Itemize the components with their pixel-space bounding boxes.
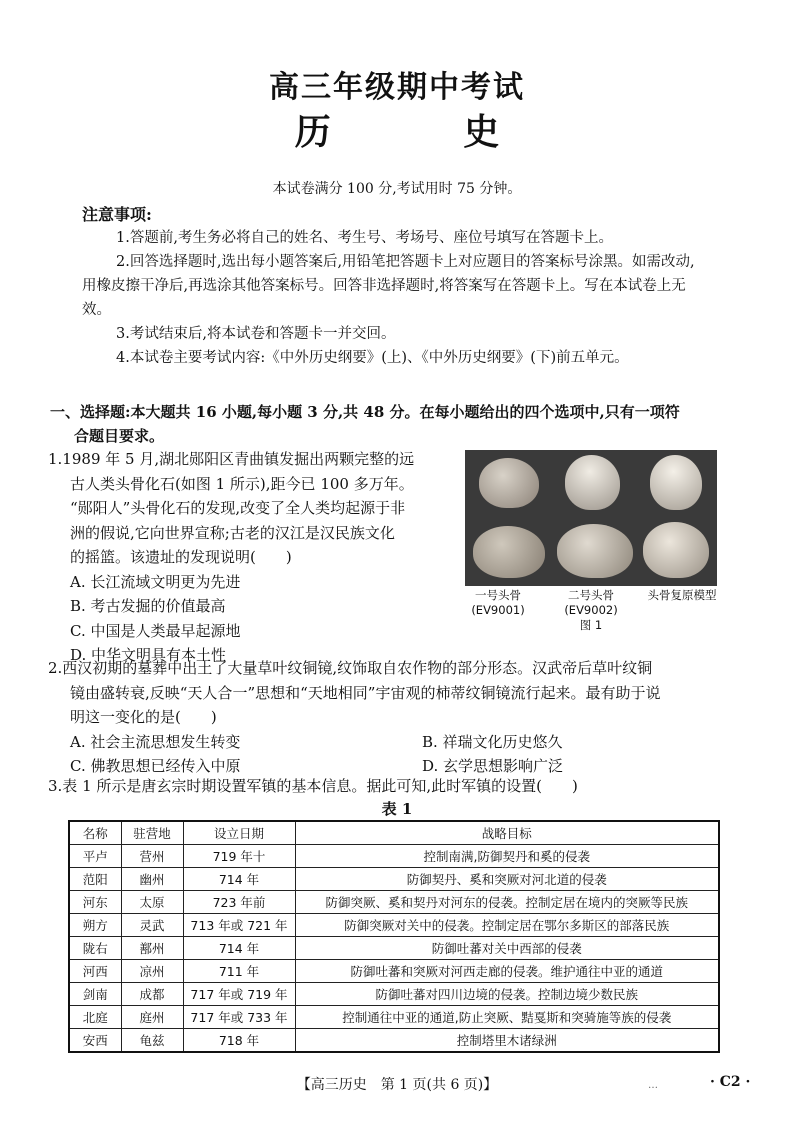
q2-option-a: A. 社会主流思想发生转变: [70, 732, 241, 751]
table-row: [69, 1006, 719, 1029]
notice-heading: 注意事项:: [82, 205, 152, 224]
q1-option-d: D. 中华文明具有本土性: [70, 646, 227, 664]
table-cell: 711 年: [183, 960, 295, 983]
table-cell: 安西: [69, 1029, 121, 1053]
skull-2-side: [557, 524, 633, 578]
q1-stem-line: “郧阳人”头骨化石的发现,改变了全人类均起源于非: [70, 499, 406, 517]
table-cell: 庭州: [121, 1006, 183, 1029]
section-heading: [50, 400, 750, 448]
table-cell: 河东: [69, 891, 121, 914]
section-heading-line: 合题目要求。: [74, 427, 165, 445]
header-cell: 驻营地: [121, 821, 183, 845]
q1-option-b: B. 考古发掘的价值最高: [70, 597, 226, 615]
table-cell: 北庭: [69, 1006, 121, 1029]
question-1: [48, 447, 463, 668]
table-cell: 防御契丹、奚和突厥对河北道的侵袭: [295, 868, 719, 891]
table-cell: 平卢: [69, 845, 121, 868]
table-cell: 成都: [121, 983, 183, 1006]
notice-item: 3.考试结束后,将本试卷和答题卡一并交回。: [116, 326, 396, 342]
table-title: 表 1: [381, 800, 413, 818]
notice-list: [82, 226, 702, 370]
q2-options: [48, 730, 748, 779]
q2-option-b: B. 祥瑞文化历史悠久: [422, 732, 563, 751]
table-cell: 714 年: [183, 937, 295, 960]
notice-item: 1.答题前,考生务必将自己的姓名、考生号、考场号、座位号填写在答题卡上。: [116, 230, 613, 246]
page-footer: 【高三历史 第 1 页(共 6 页)】: [296, 1077, 498, 1093]
caption-line: (EV9001): [471, 603, 525, 617]
skull-1-top: [479, 458, 539, 508]
caption-line: 头骨复原模型: [647, 588, 717, 602]
q1-stem-line: 1.1989 年 5 月,湖北郧阳区青曲镇发掘出两颗完整的远: [48, 450, 415, 468]
q1-option-c: C. 中国是人类最早起源地: [70, 621, 241, 640]
table-cell: 防御吐蕃和突厥对河西走廊的侵袭。维护通往中亚的通道: [295, 960, 719, 983]
table-cell: 防御吐蕃对关中西部的侵袭: [295, 937, 719, 960]
q2-stem-line: 镜由盛转衰,反映“天人合一”思想和“天地相同”宇宙观的柿蒂纹铜镜流行起来。最有助于说: [70, 683, 661, 702]
figure-label: 图 1: [579, 618, 603, 632]
q2-option-c: C. 佛教思想已经传入中原: [70, 757, 241, 775]
q1-stem-line: 洲的假说,它向世界宣称;古老的汉江是汉民族文化: [70, 523, 395, 542]
skull-2-top: [565, 455, 620, 510]
exam-title: 高三年级期中考试: [269, 70, 525, 105]
question-2: [48, 656, 748, 779]
table-cell: 范阳: [69, 868, 121, 891]
table-cell: 723 年前: [183, 891, 295, 914]
table-row: [69, 914, 719, 937]
table-cell: 719 年十: [183, 845, 295, 868]
version-badge: · C2 ·: [710, 1074, 751, 1090]
table-cell: 控制通往中亚的通道,防止突厥、黠戛斯和突骑施等族的侵袭: [295, 1006, 719, 1029]
table-cell: 营州: [121, 845, 183, 868]
table-cell: 718 年: [183, 1029, 295, 1053]
table-row: [69, 1029, 719, 1053]
table-cell: 717 年或 719 年: [183, 983, 295, 1006]
table-cell: 控制南满,防御契丹和奚的侵袭: [295, 845, 719, 868]
table-cell: 防御突厥、奚和契丹对河东的侵袭。控制定居在境内的突厥等民族: [295, 891, 719, 914]
table-cell: 剑南: [69, 983, 121, 1006]
figure-caption-1: [466, 588, 530, 618]
table-row: [69, 868, 719, 891]
table-cell: 鄯州: [121, 937, 183, 960]
table-cell: 714 年: [183, 868, 295, 891]
table-row: [69, 891, 719, 914]
caption-line: (EV9002): [564, 603, 618, 617]
question-3-stem: 3.表 1 所示是唐玄宗时期设置军镇的基本信息。据此可知,此时军镇的设置( ): [48, 777, 578, 795]
table-cell: 幽州: [121, 868, 183, 891]
table-cell: 陇右: [69, 937, 121, 960]
section-heading-line: 一、选择题:本大题共 16 小题,每小题 3 分,共 48 分。在每小题给出的四个选项中,只有一项符: [50, 403, 680, 421]
notice-item: 2.回答选择题时,选出每小题答案后,用铅笔把答题卡上对应题目的答案标号涂黑。如需改动,用橡皮擦干净后,再选涂其他答案标号。回答非选择题时,将答案写在答题卡上。写在本试卷上无效。: [82, 254, 695, 318]
table-header-row: [69, 821, 719, 845]
header-cell: 战略目标: [295, 821, 719, 845]
table-row: [69, 960, 719, 983]
table-cell: 太原: [121, 891, 183, 914]
table-cell: 防御突厥对关中的侵袭。控制定居在鄂尔多斯区的部落民族: [295, 914, 719, 937]
scan-mark: …: [648, 1080, 658, 1091]
caption-line: 一号头骨: [475, 588, 521, 602]
table-cell: 灵武: [121, 914, 183, 937]
skull-3-side: [643, 522, 709, 578]
skull-3-top: [650, 455, 702, 510]
figure-caption-2: [556, 588, 626, 633]
q2-stem-line: 2.西汉初期的墓葬中出土了大量草叶纹铜镜,纹饰取自农作物的部分形态。汉武帝后草叶纹铜: [48, 659, 653, 677]
notice-item: 4.本试卷主要考试内容:《中外历史纲要》(上)、《中外历史纲要》(下)前五单元。: [116, 350, 629, 366]
table-cell: 控制塔里木诸绿洲: [295, 1029, 719, 1053]
subject-title: 历 史: [294, 111, 560, 153]
table-cell: 713 年或 721 年: [183, 914, 295, 937]
exam-info: 本试卷满分 100 分,考试用时 75 分钟。: [272, 181, 522, 197]
table-row: [69, 845, 719, 868]
table-cell: 河西: [69, 960, 121, 983]
q2-stem-line: 明这一变化的是( ): [70, 708, 217, 726]
q1-stem-line: 古人类头骨化石(如图 1 所示),距今已 100 多万年。: [70, 474, 414, 493]
table-cell: 凉州: [121, 960, 183, 983]
header-cell: 设立日期: [183, 821, 295, 845]
table-cell: 防御吐蕃对四川边境的侵袭。控制边境少数民族: [295, 983, 719, 1006]
table-row: [69, 983, 719, 1006]
header-cell: 名称: [69, 821, 121, 845]
table-cell: 717 年或 733 年: [183, 1006, 295, 1029]
table-row: [69, 937, 719, 960]
skull-photo: [465, 450, 717, 586]
table-cell: 龟兹: [121, 1029, 183, 1053]
q1-stem-line: 的摇篮。该遗址的发现说明( ): [70, 548, 292, 566]
q1-option-a: A. 长江流域文明更为先进: [70, 572, 241, 591]
table-cell: 朔方: [69, 914, 121, 937]
military-garrison-table: [68, 820, 720, 1053]
figure-caption-3: [642, 588, 722, 603]
caption-line: 二号头骨: [568, 588, 614, 602]
skull-1-side: [473, 526, 545, 578]
q2-option-d: D. 玄学思想影响广泛: [422, 757, 564, 775]
